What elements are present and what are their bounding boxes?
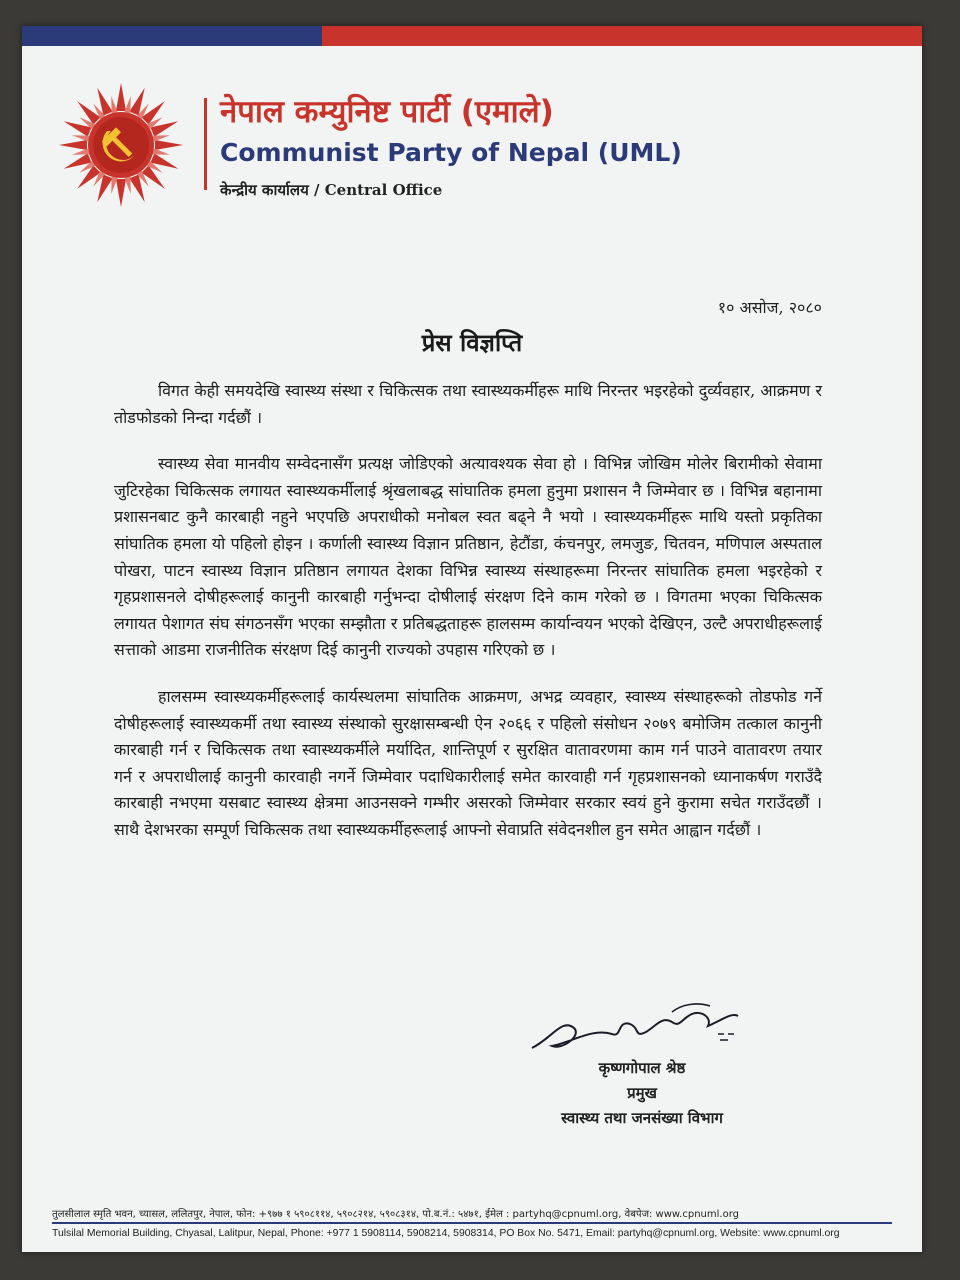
- header-divider: [204, 98, 207, 190]
- party-name-english: Communist Party of Nepal (UML): [220, 138, 682, 167]
- footer-address-nepali: तुलसीलाल स्मृति भवन, च्यासल, ललितपुर, नेपाल, फोन: +९७७ १ ५९०८११४, ५९०८२१४, ५९०८३१४, पो.ब.नं.: ५४७१, ईमेल : partyhq@cpnuml.org, वेबपेज: www.cpnuml.org: [52, 1209, 739, 1220]
- party-name-nepali: नेपाल कम्युनिष्ट पार्टी (एमाले): [220, 94, 554, 130]
- handwritten-signature: [522, 998, 752, 1062]
- office-label: केन्द्रीय कार्यालय / Central Office: [220, 181, 443, 199]
- footer-address-english: Tulsilal Memorial Building, Chyasal, Lalitpur, Nepal, Phone: +977 1 5908114, 5908214, 5908314, PO Box No. 5471, Email: partyhq@cpnuml.org, Website: www.cpnuml.org: [52, 1228, 840, 1239]
- signatory-name: कृष्णगोपाल श्रेष्ठ: [598, 1059, 686, 1077]
- signatory-block: [522, 1056, 762, 1131]
- cpn-uml-emblem-icon: [58, 82, 184, 208]
- document-body: [114, 378, 822, 864]
- press-release-page: [22, 26, 922, 1252]
- paragraph-3: हालसम्म स्वास्थ्यकर्मीहरूलाई कार्यस्थलमा सांघातिक आक्रमण, अभद्र व्यवहार, स्वास्थ्य संस्थाहरूको तोडफोड गर्ने दोषीहरूलाई स्वास्थ्यकर्मी तथा स्वास्थ्य संस्थाको सुरक्षासम्बन्धी ऐन २०६६ र पहिलो संसोधन २०७९ बमोजिम तत्काल कानुनी कारबाही गर्न र चिकित्सक तथा स्वास्थ्यकर्मीले मर्यादित, शान्तिपूर्ण र सुरक्षित वातावरणमा काम गर्न पाउने वातावरण तयार गर्न र अपराधीलाई कानुनी कारवाही नगर्ने जिम्मेवार पदाधिकारीलाई समेत कारवाही गर्न गृहप्रशासनको ध्यानाकर्षण गराउँदै कारबाही नभएमा यसबाट स्वास्थ्य क्षेत्रमा आउनसक्ने गम्भीर असरको जिम्मेवार सरकार स्वयं हुने कुरामा सचेत गराउँदछौं । साथै देशभरका सम्पूर्ण चिकित्सक तथा स्वास्थ्यकर्मीहरूलाई आफ्नो सेवाप्रति संवेदनशील हुन समेत आह्वान गर्दछौं ।: [114, 686, 822, 839]
- paragraph-1: विगत केही समयदेखि स्वास्थ्य संस्था र चिकित्सक तथा स्वास्थ्यकर्मीहरू माथि निरन्तर भइरहेको दुर्व्यवहार, आक्रमण र तोडफोडको निन्दा गर्दछौं ।: [114, 381, 822, 427]
- header-color-bar: [22, 26, 922, 46]
- paragraph-2: स्वास्थ्य सेवा मानवीय सम्वेदनासँग प्रत्यक्ष जोडिएको अत्यावश्यक सेवा हो । विभिन्न जोखिम मोलेर बिरामीको सेवामा जुटिरहेका चिकित्सक लगायत स्वास्थ्यकर्मीलाई श्रृंखलाबद्ध सांघातिक हमला हुनुमा प्रशासन नै जिम्मेवार छ । विभिन्न बहानामा प्रशासनबाट कुनै कारबाही नहुने भएपछि अपराधीको मनोबल स्वत बढ्ने नै भयो । स्वास्थ्यकर्मीहरू माथि यस्तो प्रकृतिका सांघातिक हमला यो पहिलो होइन । कर्णाली स्वास्थ्य विज्ञान प्रतिष्ठान, हेटौंडा, कंचनपुर, लमजुङ, चितवन, मणिपाल अस्पताल पोखरा, पाटन स्वास्थ्य विज्ञान प्रतिष्ठान लगायत देशका विभिन्न स्वास्थ्य संस्थाहरूमा निरन्तर सांघातिक हमला भइरहेको र गृहप्रशासनले दोषीहरूलाई कानुनी कारबाही गर्नुभन्दा दोषीलाई संरक्षण दिने काम गरेको छ । विगतमा भएका चिकित्सक लगायत पेशागत संघ संगठनसँग भएका सम्झौता र प्रतिबद्धताहरू हालसम्म कार्यान्वयन भएको देखिएन, उल्टै अपराधीहरूलाई सत्ताको आडमा राजनीतिक संरक्षण दिई कानुनी राज्यको उपहास गरिएको छ ।: [114, 454, 822, 660]
- document-title: प्रेस विज्ञप्ति: [421, 328, 523, 357]
- document-date: १० असोज, २०८०: [717, 298, 822, 317]
- signatory-position: प्रमुख: [627, 1084, 657, 1102]
- signatory-department: स्वास्थ्य तथा जनसंख्या विभाग: [561, 1109, 723, 1127]
- footer-divider: [52, 1222, 892, 1224]
